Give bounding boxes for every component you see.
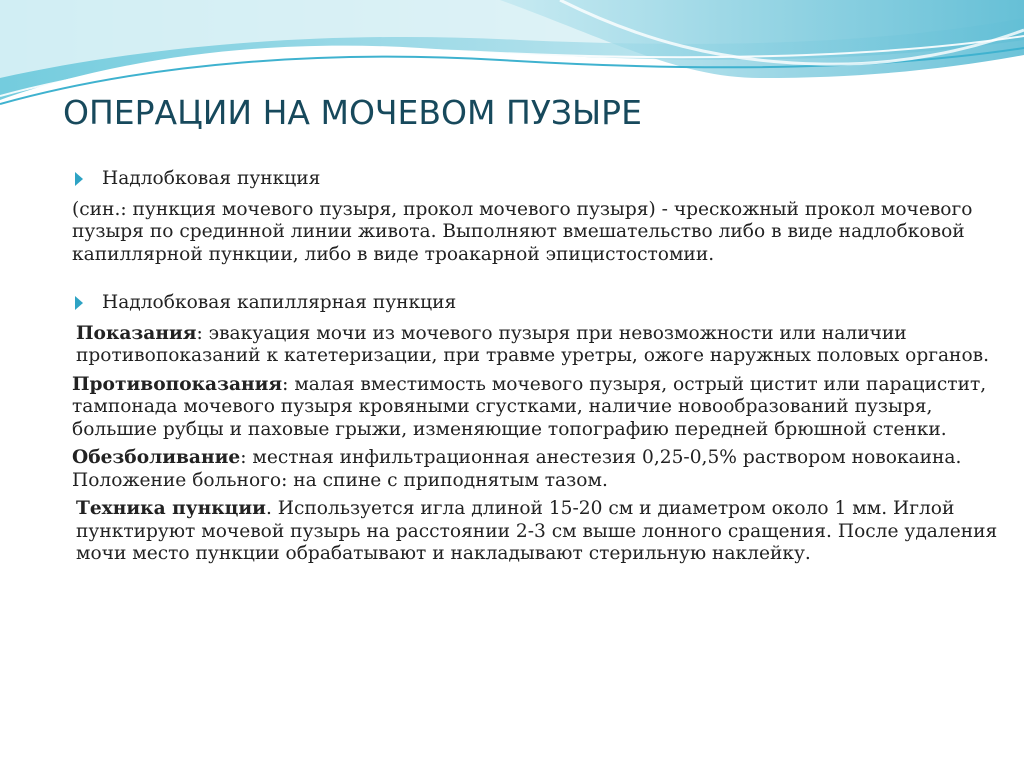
bullet-arrow-icon <box>75 296 83 310</box>
term-label: Показания <box>76 322 197 344</box>
term-label: Обезболивание <box>72 447 241 468</box>
bullet-item <box>72 168 1007 191</box>
term-text: . Используется игла длиной 15-20 см и диаметром около 1 мм. Иглой пунктируют мочевой пузырь на расстоянии 2-3 см выше лонного сращения. После удаления мочи место пункции обрабатывают и накладывают стерильную наклейку. <box>76 498 998 564</box>
anesthesia-paragraph <box>72 447 1007 492</box>
term-text: : местная инфильтрационная анестезия 0,25-0,5% раствором новокаина. Положение больного: на спине с приподнятым тазом. <box>72 447 962 491</box>
term-text: : малая вместимость мочевого пузыря, острый цистит или парацистит, тампонада мочевого пузыря кровяными сгустками, наличие новообразований пузыря, большие рубцы и паховые грыжи, изменяющие топографию передней брюшной стенки. <box>72 373 987 440</box>
contraindications-paragraph <box>72 374 1007 442</box>
technique-paragraph <box>72 498 1007 566</box>
slide-content <box>72 168 1007 566</box>
indications-paragraph <box>72 323 1007 368</box>
page-title: ОПЕРАЦИИ НА МОЧЕВОМ ПУЗЫРЕ <box>63 93 642 132</box>
term-label: Техника пункции <box>76 498 266 519</box>
bullet-arrow-icon <box>75 172 83 186</box>
section-text: (син.: пункция мочевого пузыря, прокол мочевого пузыря) - чрескожный прокол мочевого пузыря по срединной линии живота. Выполняют вмешательство либо в виде надлобковой капиллярной пункции, либо в виде троакарной эпицистостомии. <box>72 198 973 265</box>
term-text: : эвакуация мочи из мочевого пузыря при невозможности или наличии противопоказаний к катетеризации, при травме уретры, ожоге наружных половых органов. <box>76 322 990 366</box>
section-heading: Надлобковая пункция <box>102 168 321 189</box>
section-heading: Надлобковая капиллярная пункция <box>102 292 457 313</box>
bullet-item <box>72 292 1007 315</box>
term-label: Противопоказания <box>72 373 283 395</box>
